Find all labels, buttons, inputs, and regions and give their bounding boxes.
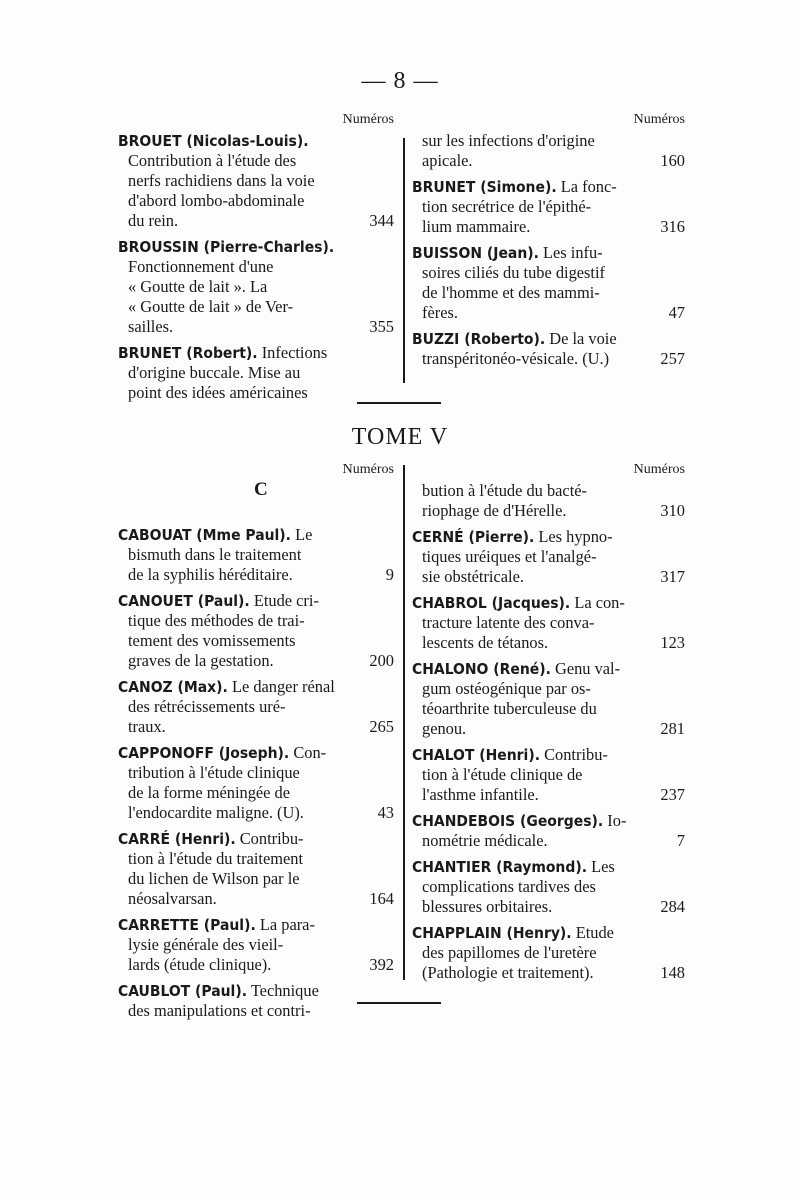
entry-heading-line: [412, 593, 685, 613]
section-rule: [357, 402, 441, 404]
entry-title-end: nométrie médicale.: [422, 831, 548, 850]
entry-heading-line: [118, 525, 394, 545]
entry-title-end: blessures orbitaires.: [422, 897, 553, 916]
entry-heading-line: [118, 237, 394, 257]
entry-title-line: tement des vomissements: [128, 631, 296, 650]
index-entry: [412, 857, 685, 917]
entry-title-start: Contribu-: [235, 829, 304, 848]
author-name: BUZZI (Roberto).: [412, 330, 546, 348]
numeros-header: Numéros: [633, 112, 685, 127]
entry-heading-line: [118, 677, 394, 697]
author-name: BROUSSIN (Pierre-Charles).: [118, 238, 335, 256]
thesis-number: 310: [660, 501, 685, 520]
entry-title-start: Le danger rénal: [227, 677, 335, 696]
index-entry: [118, 591, 394, 671]
entry-last-line: [412, 831, 685, 851]
index-entry: [412, 177, 685, 237]
entry-title-end: sie obstétricale.: [422, 567, 524, 586]
entry-title-line: nerfs rachidiens dans la voie: [128, 171, 315, 190]
thesis-number: 344: [369, 211, 394, 230]
entry-title-start: De la voie: [545, 329, 617, 348]
entry-title-start: Les infu-: [538, 243, 603, 262]
thesis-number: 47: [668, 303, 685, 322]
thesis-number: 43: [377, 803, 394, 822]
section-letter: C: [254, 479, 268, 500]
entry-title-line: tracture latente des conva-: [422, 613, 595, 632]
numeros-header: Numéros: [342, 462, 394, 477]
entry-title-line: « Goutte de lait » de Ver-: [128, 297, 294, 316]
author-name: CHAPPLAIN (Henry).: [412, 924, 572, 942]
index-entry: [412, 527, 685, 587]
entry-title-start: Les: [587, 857, 615, 876]
entry-heading-line: [412, 329, 685, 349]
author-name: CANOUET (Paul).: [118, 592, 250, 610]
thesis-number: 7: [676, 831, 685, 850]
entry-last-line: [412, 963, 685, 983]
entry-title-line: Fonctionnement d'une: [128, 257, 274, 276]
entry-heading-line: [412, 923, 685, 943]
entry-title-start: Io-: [603, 811, 627, 830]
entry-title-start: Les hypno-: [534, 527, 613, 546]
entry-title-start: Infections: [257, 343, 328, 362]
entry-title-start: La fonc-: [556, 177, 617, 196]
entry-title-line: point des idées américaines: [128, 383, 308, 402]
end-rule: [357, 1002, 441, 1004]
entry-heading-line: [118, 591, 394, 611]
thesis-number: 9: [385, 565, 394, 584]
entry-title-line: tion à l'étude clinique de: [422, 765, 583, 784]
numeros-header: Numéros: [342, 112, 394, 127]
entry-last-line: [412, 567, 685, 587]
thesis-number: 392: [369, 955, 394, 974]
entry-heading-line: [118, 915, 394, 935]
entry-title-line: des manipulations et contri-: [128, 1001, 311, 1020]
entry-title-end: riophage de d'Hérelle.: [422, 501, 567, 520]
author-name: CANOZ (Max).: [118, 678, 228, 696]
entry-title-line: du lichen de Wilson par le: [128, 869, 300, 888]
author-name: CARRETTE (Paul).: [118, 916, 256, 934]
thesis-number: 284: [660, 897, 685, 916]
entry-last-line: [118, 717, 394, 737]
author-name: CHANDEBOIS (Georges).: [412, 812, 604, 830]
column-bottom-left: [118, 462, 394, 1027]
entry-title-line: tribution à l'étude clinique: [128, 763, 300, 782]
index-entry: [412, 593, 685, 653]
thesis-number: 355: [369, 317, 394, 336]
entry-last-line: [412, 719, 685, 739]
entry-title-line: « Goutte de lait ». La: [128, 277, 268, 296]
entry-title-line: tique des méthodes de trai-: [128, 611, 305, 630]
entry-heading-line: [118, 743, 394, 763]
entry-last-line: [118, 889, 394, 909]
entry-heading-line: [118, 829, 394, 849]
author-name: BRUNET (Simone).: [412, 178, 557, 196]
entry-title-start: Genu val-: [550, 659, 621, 678]
entry-title-line: de la forme méningée de: [128, 783, 291, 802]
entry-heading-line: [412, 243, 685, 263]
author-name: BROUET (Nicolas-Louis).: [118, 132, 309, 150]
index-entry: [118, 743, 394, 823]
entry-title-end: graves de la gestation.: [128, 651, 274, 670]
entry-title-line: tion secrétrice de l'épithé-: [422, 197, 592, 216]
index-entry: [412, 745, 685, 805]
entry-title-end: traux.: [128, 717, 166, 736]
index-entry: [412, 481, 685, 521]
index-entry: [412, 923, 685, 983]
index-entry: [118, 829, 394, 909]
index-entry: [118, 237, 394, 337]
thesis-number: 164: [369, 889, 394, 908]
entry-title-start: La con-: [570, 593, 625, 612]
entry-title-end: néosalvarsan.: [128, 889, 217, 908]
author-name: CABOUAT (Mme Paul).: [118, 526, 291, 544]
entry-title-line: de l'homme et des mammi-: [422, 283, 600, 302]
entry-last-line: [118, 211, 394, 231]
author-name: CARRÉ (Henri).: [118, 830, 236, 848]
entry-last-line: [118, 565, 394, 585]
entry-title-end: sailles.: [128, 317, 174, 336]
thesis-number: 123: [660, 633, 685, 652]
entry-last-line: [412, 303, 685, 323]
entry-last-line: [412, 633, 685, 653]
index-entry: [118, 677, 394, 737]
entry-title-line: téoarthrite tuberculeuse du: [422, 699, 597, 718]
column-divider: [403, 465, 405, 980]
entry-title-line: des papillomes de l'uretère: [422, 943, 597, 962]
entry-title-end: l'endocardite maligne. (U).: [128, 803, 304, 822]
entry-title-end: du rein.: [128, 211, 179, 230]
entry-title-line: gum ostéogénique par os-: [422, 679, 591, 698]
entry-title-end: apicale.: [422, 151, 473, 170]
author-name: CHABROL (Jacques).: [412, 594, 571, 612]
entry-title-end: de la syphilis héréditaire.: [128, 565, 293, 584]
entry-title-line: bution à l'étude du bacté-: [422, 481, 587, 500]
column-bottom-right: [412, 462, 685, 989]
entry-title-start: Etude cri-: [249, 591, 319, 610]
author-name: CAPPONOFF (Joseph).: [118, 744, 290, 762]
index-entry: [118, 131, 394, 231]
entry-title-start: Con-: [289, 743, 327, 762]
entry-heading-line: [412, 857, 685, 877]
entry-heading-line: [412, 659, 685, 679]
entry-title-start: Technique: [247, 981, 319, 1000]
numeros-header: Numéros: [633, 462, 685, 477]
index-entry: [118, 343, 394, 403]
entry-title-end: transpéritonéo-vésicale. (U.): [422, 349, 610, 368]
tome-heading: TOME V: [351, 424, 449, 450]
entry-title-line: sur les infections d'origine: [422, 131, 595, 150]
index-entry: [412, 243, 685, 323]
thesis-number: 237: [660, 785, 685, 804]
thesis-number: 265: [369, 717, 394, 736]
entry-title-end: lards (étude clinique).: [128, 955, 272, 974]
entry-last-line: [412, 897, 685, 917]
column-divider: [403, 138, 405, 383]
entry-title-end: lescents de tétanos.: [422, 633, 549, 652]
index-entry: [412, 329, 685, 369]
thesis-number: 200: [369, 651, 394, 670]
author-name: BUISSON (Jean).: [412, 244, 539, 262]
author-name: CHALONO (René).: [412, 660, 551, 678]
entry-title-line: bismuth dans le traitement: [128, 545, 302, 564]
entry-title-line: d'origine buccale. Mise au: [128, 363, 301, 382]
entry-title-line: lysie générale des vieil-: [128, 935, 284, 954]
index-entry: [412, 131, 685, 171]
entry-title-start: Le: [290, 525, 313, 544]
entry-title-end: fères.: [422, 303, 458, 322]
entry-heading-line: [412, 177, 685, 197]
page-number: — 8 —: [361, 68, 439, 94]
author-name: CERNÉ (Pierre).: [412, 528, 535, 546]
index-entry: [118, 525, 394, 585]
entry-title-start: La para-: [255, 915, 315, 934]
thesis-number: 316: [660, 217, 685, 236]
index-entry: [118, 981, 394, 1021]
entry-last-line: [412, 349, 685, 369]
thesis-number: 281: [660, 719, 685, 738]
entry-heading-line: [412, 745, 685, 765]
entry-title-end: genou.: [422, 719, 467, 738]
entry-title-line: soires ciliés du tube digestif: [422, 263, 605, 282]
column-top-left: [118, 112, 394, 409]
thesis-number: 160: [660, 151, 685, 170]
entry-last-line: [412, 217, 685, 237]
entry-heading-line: [118, 131, 394, 151]
thesis-number: 148: [660, 963, 685, 982]
column-top-right: [412, 112, 685, 375]
author-name: CHALOT (Henri).: [412, 746, 541, 764]
entry-title-line: des rétrécissements uré-: [128, 697, 286, 716]
entry-title-line: tiques uréiques et l'analgé-: [422, 547, 597, 566]
entry-title-end: l'asthme infantile.: [422, 785, 539, 804]
index-entry: [412, 811, 685, 851]
author-name: CHANTIER (Raymond).: [412, 858, 588, 876]
entry-heading-line: [118, 343, 394, 363]
entry-heading-line: [118, 981, 394, 1001]
entry-last-line: [412, 501, 685, 521]
entry-title-line: tion à l'étude du traitement: [128, 849, 303, 868]
entry-last-line: [118, 803, 394, 823]
entry-title-line: d'abord lombo-abdominale: [128, 191, 305, 210]
entry-title-start: Contribu-: [540, 745, 608, 764]
entry-last-line: [412, 785, 685, 805]
author-name: BRUNET (Robert).: [118, 344, 258, 362]
entry-last-line: [118, 651, 394, 671]
index-entry: [412, 659, 685, 739]
author-name: CAUBLOT (Paul).: [118, 982, 248, 1000]
entry-title-start: Etude: [571, 923, 614, 942]
thesis-number: 317: [660, 567, 685, 586]
entry-title-end: lium mammaire.: [422, 217, 531, 236]
entry-last-line: [118, 317, 394, 337]
entry-last-line: [118, 955, 394, 975]
index-entry: [118, 915, 394, 975]
entry-heading-line: [412, 527, 685, 547]
entry-heading-line: [412, 811, 685, 831]
entry-title-line: complications tardives des: [422, 877, 596, 896]
entry-title-line: Contribution à l'étude des: [128, 151, 297, 170]
entry-last-line: [412, 151, 685, 171]
entry-title-end: (Pathologie et traitement).: [422, 963, 594, 982]
thesis-number: 257: [660, 349, 685, 368]
